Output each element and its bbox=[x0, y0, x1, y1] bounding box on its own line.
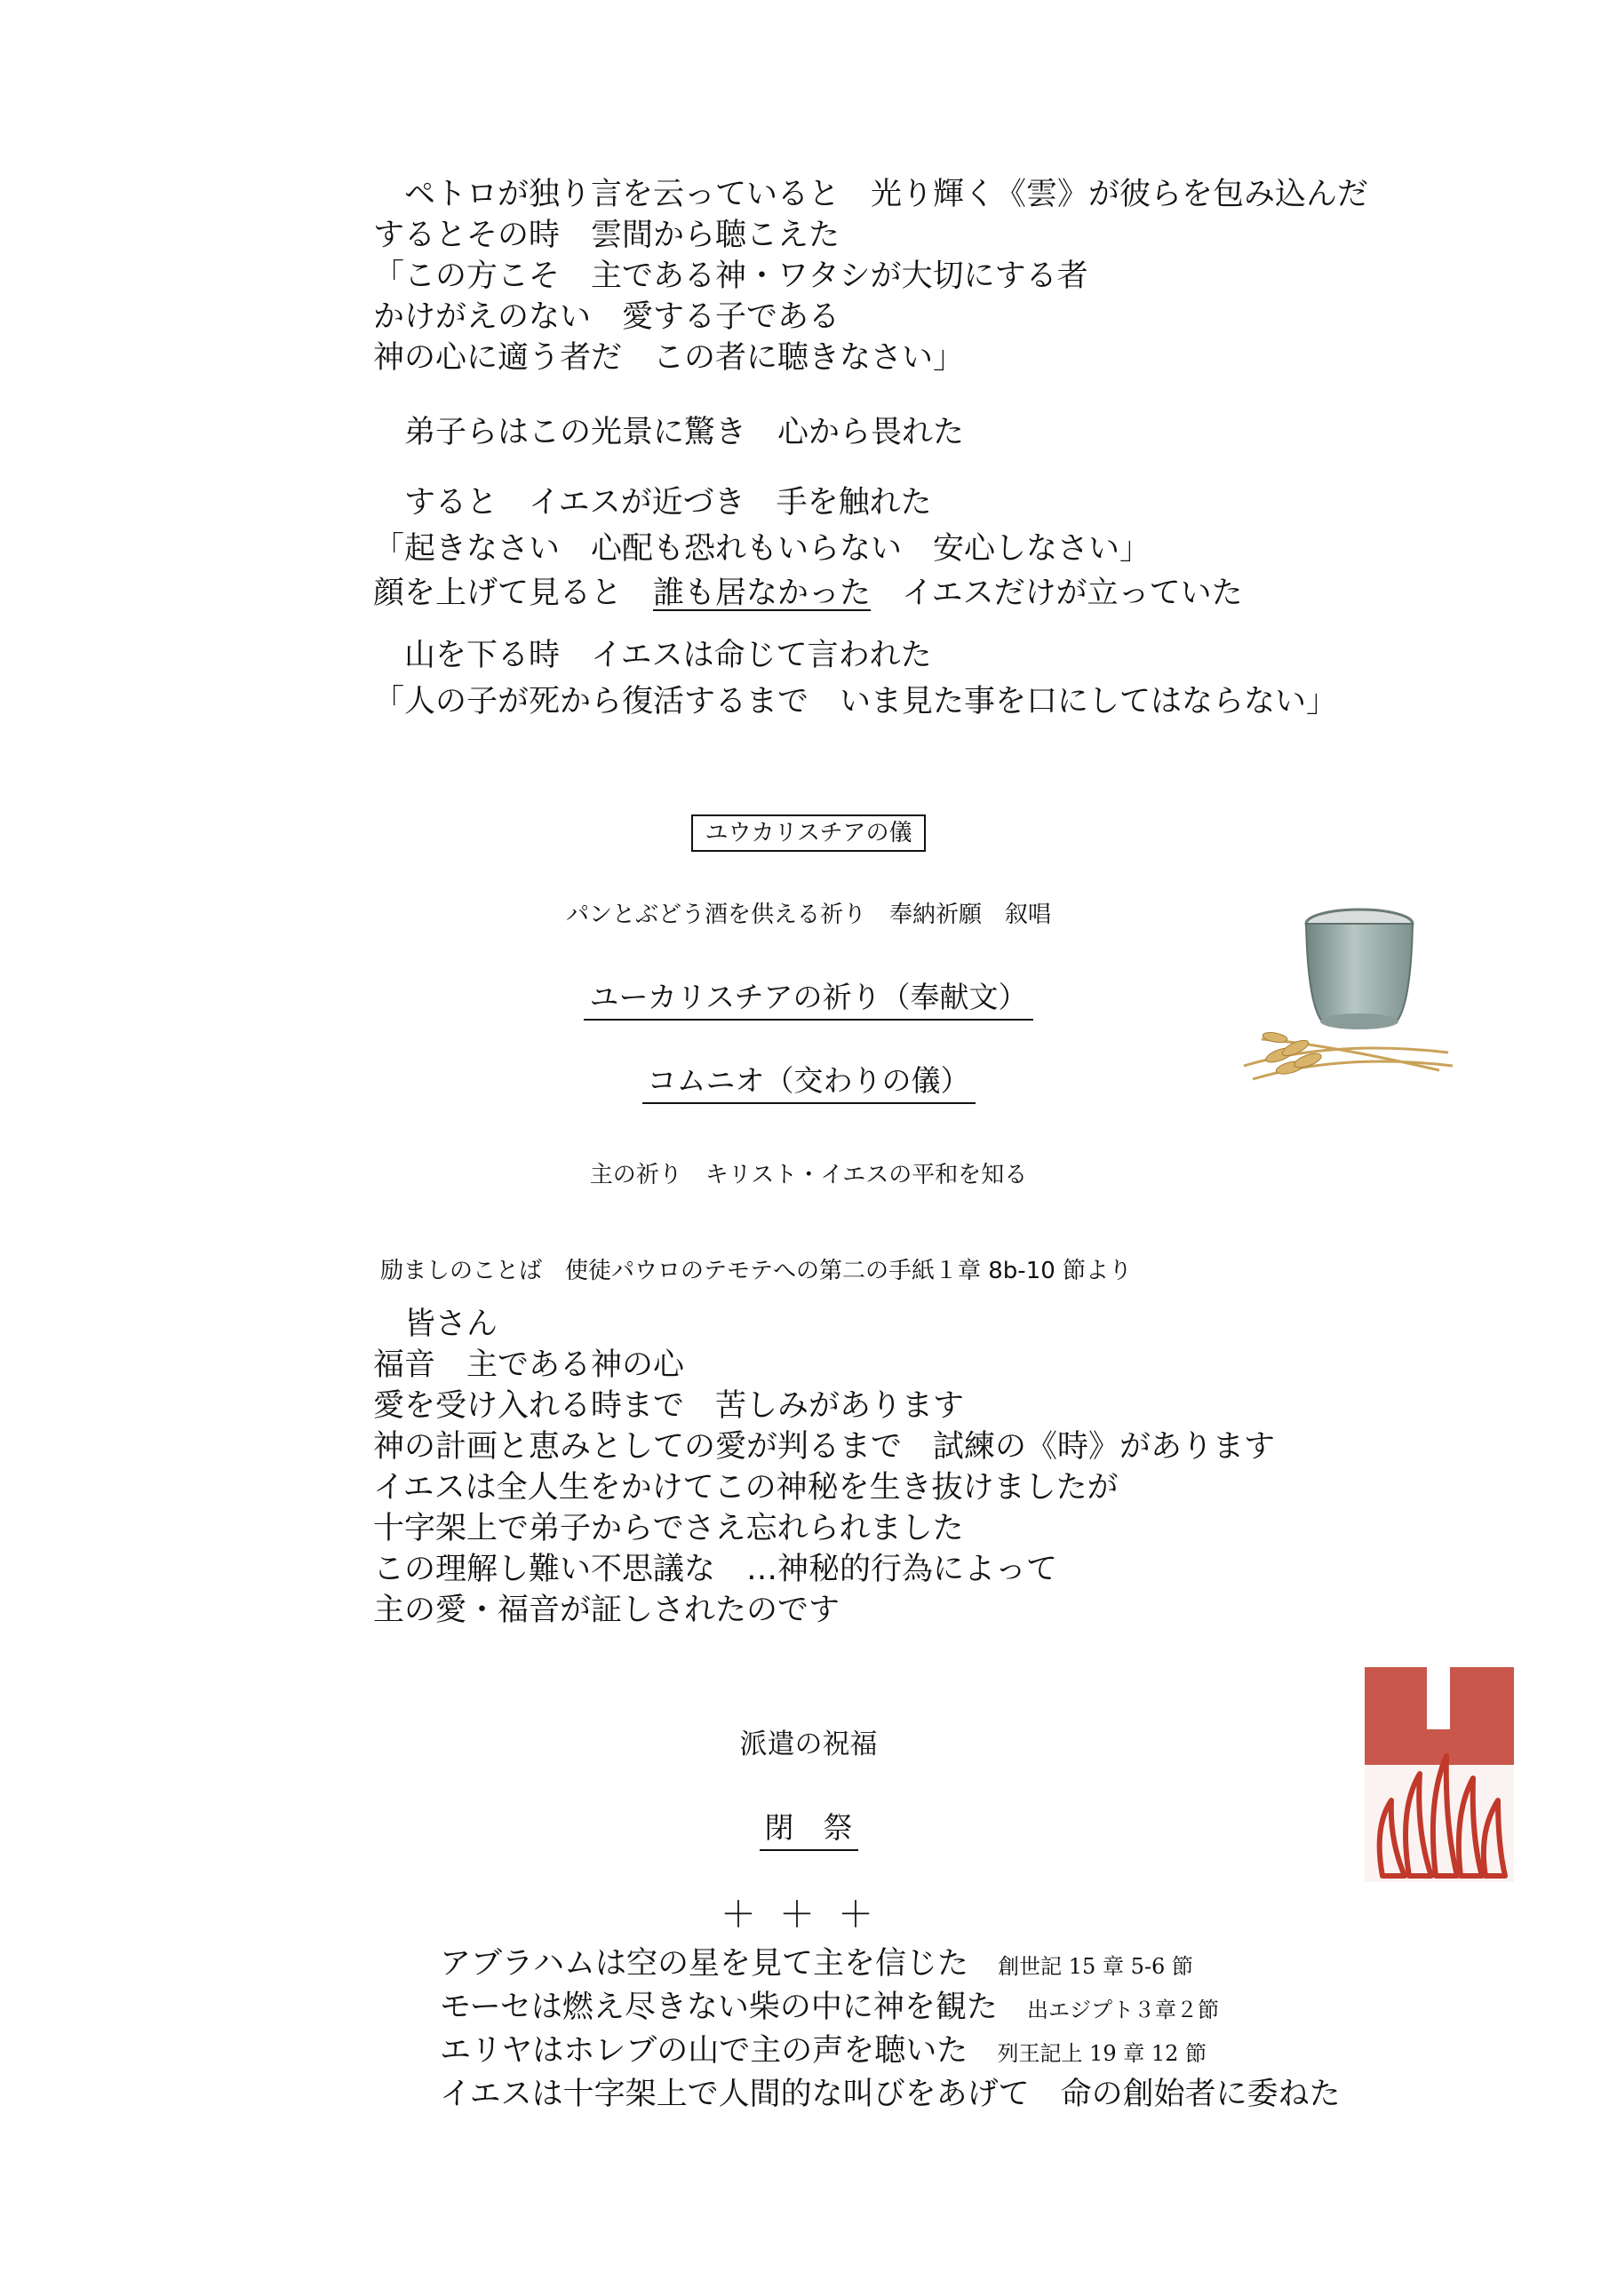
passage-3 bbox=[373, 482, 1243, 614]
chalice-icon bbox=[1226, 888, 1457, 1101]
encouragement-line: 皆さん bbox=[373, 1307, 498, 1342]
faith-line bbox=[440, 1943, 1341, 1987]
passage-line: 山を下る時 イエスは命じて言われた bbox=[373, 638, 932, 673]
encouragement-line: イエスは全人生をかけてこの神秘を生き抜けましたが bbox=[373, 1470, 1119, 1506]
faith-line bbox=[440, 1987, 1341, 2030]
passage-text: イエスだけが立っていた bbox=[871, 576, 1243, 611]
scripture-ref: 列王記上 19 章 12 節 bbox=[997, 2041, 1207, 2066]
passage-text: 顔を上げて見ると bbox=[373, 576, 654, 611]
encouragement-line: 神の計画と恵みとしての愛が判るまで 試練の《時》があります bbox=[373, 1429, 1276, 1465]
passage-line: すると イエスが近づき 手を触れた bbox=[373, 485, 932, 520]
crosses: ＋＋＋ bbox=[721, 1895, 896, 1935]
blessing-title: 派遣の祝福 bbox=[739, 1728, 878, 1760]
passage-2: 弟子らはこの光景に驚き 心から畏れた bbox=[373, 415, 965, 450]
encouragement-heading: 励ましのことば 使徒パウロのテモテへの第二の手紙１章 8b-10 節より bbox=[380, 1258, 1133, 1284]
eucharistic-prayer-title: ユーカリスチアの祈り（奉献文） bbox=[584, 978, 1032, 1021]
passage-line: するとその時 雲間から聴こえた bbox=[373, 218, 840, 253]
encouragement-line: 福音 主である神の心 bbox=[373, 1347, 685, 1383]
faith-line bbox=[440, 2074, 1341, 2115]
faith-line-text: イエスは十字架上で人間的な叫びをあげて 命の創始者に委ねた bbox=[440, 2077, 1341, 2112]
underlined-phrase: 誰も居なかった bbox=[653, 576, 872, 611]
scripture-ref: 出エジプト３章２節 bbox=[1027, 1998, 1220, 2022]
faith-line bbox=[440, 2030, 1341, 2074]
lords-prayer-line: 主の祈り キリスト・イエスの平和を知る bbox=[589, 1162, 1028, 1188]
eucharist-section-title: ユウカリスチアの儀 bbox=[691, 814, 927, 852]
passage-line bbox=[373, 573, 1243, 614]
encouragement-line: この理解し難い不思議な …神秘的行為によって bbox=[373, 1552, 1058, 1587]
communion-title: コムニオ（交わりの儀） bbox=[642, 1061, 976, 1104]
passage-line: ペトロが独り言を云っていると 光り輝く《雲》が彼らを包み込んだ bbox=[373, 177, 1369, 212]
closing-wrap bbox=[0, 1808, 1617, 1851]
eucharist-section-title-wrap bbox=[0, 814, 1617, 852]
passage-4 bbox=[373, 635, 1337, 722]
passage-line: かけがえのない 愛する子である bbox=[373, 299, 840, 335]
passage-line: 「この方こそ 主である神・ワタシが大切にする者 bbox=[373, 258, 1088, 294]
passage-1 bbox=[373, 174, 1368, 378]
encouragement-line: 十字架上で弟子からでさえ忘れられました bbox=[373, 1511, 964, 1546]
faith-line-text: アブラハムは空の星を見て主を信じた bbox=[440, 1946, 969, 1982]
faith-line-text: モーセは燃え尽きない柴の中に神を観た bbox=[440, 1990, 998, 2025]
encouragement-body bbox=[373, 1304, 1275, 1631]
faith-line-text: エリヤはホレブの山で主の声を聴いた bbox=[440, 2033, 968, 2069]
encouragement-line: 主の愛・福音が証しされたのです bbox=[373, 1593, 840, 1628]
passage-line: 「起きなさい 心配も恐れもいらない 安心しなさい」 bbox=[373, 531, 1151, 567]
passage-line: 「人の子が死から復活するまで いま見た事を口にしてはならない」 bbox=[373, 684, 1338, 719]
closing-title: 閉 祭 bbox=[760, 1808, 858, 1851]
scripture-ref: 創世記 15 章 5-6 節 bbox=[998, 1954, 1193, 1979]
passage-line: 神の心に適う者だ この者に聴きなさい」 bbox=[373, 340, 965, 376]
offertory-line: パンとぶどう酒を供える祈り 奉納祈願 叙唱 bbox=[565, 902, 1051, 928]
faith-lines bbox=[440, 1943, 1341, 2115]
encouragement-line: 愛を受け入れる時まで 苦しみがあります bbox=[373, 1388, 965, 1424]
